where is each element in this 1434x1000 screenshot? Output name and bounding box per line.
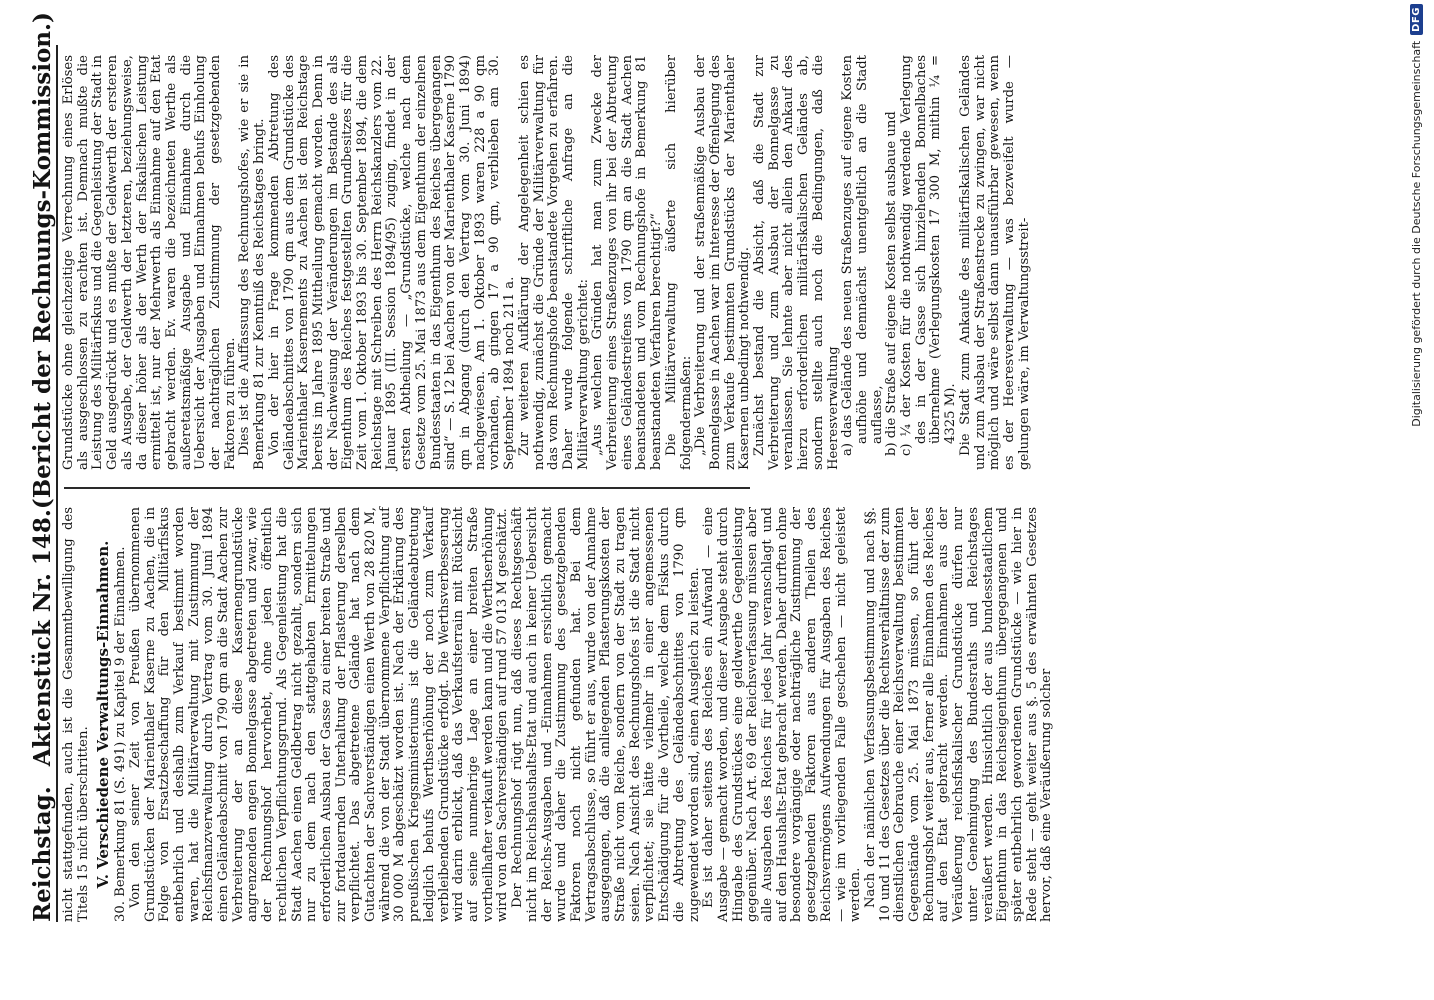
- paragraph: nicht stattgefunden, auch ist die Gesammtbewilligung des Titels 15 nicht überschritten.: [61, 507, 91, 922]
- paragraph: 30. Bemerkung 81 (S. 491) zu Kapitel 9 der Einnahmen.: [113, 546, 129, 922]
- right-text-column: [61, 55, 1032, 470]
- paragraph: a) das Gelände des neuen Straßenzuges auf eigene Kosten aufhöhe und demnächst unentgeltlich an die Stadt auflasse,: [840, 55, 885, 456]
- paragraph: Nach der nämlichen Verfassungsbestimmung und nach §§. 10 und 11 des Gesetzes über die Rechtsverhältnisse der zum dienstlichen Gebrauche einer Reichsverwaltung bestimmten Gegenstände vom 25. Mai 1873 müssen, so führt der Rechnungshof weiter aus, ferner alle Einnahmen des Reiches auf den Etat gebracht werden. Einnahmen aus der Veräußerung reichsfiskalischer Grundstücke dürfen nur unter Genehmigung des Bundesraths und Reichstages veräußert werden. Hinsichtlich der aus bundesstaatlichem Eigenthum in das Reichseigenthum übergegangenen und später entbehrlich gewordenen Grundstücke — wie hier in Rede steht — geht weiter aus §. 5 des erwähnten Gesetzes hervor, daß eine Veräußerung solcher: [862, 507, 1055, 922]
- left-text-column: [61, 507, 1055, 922]
- paragraph: Zur weiteren Aufklärung der Angelegenheit schien es nothwendig, zunächst die Gründe der Militärverwaltung für das vom Rechnungshofe beanstandete Vorgehen zu erfahren. Daher wurde folgende schriftliche Anfrage an die Militärverwaltung gerichtet:: [516, 55, 591, 470]
- paragraph: „Die Verbreiterung und der straßenmäßige Ausbau der Bonnelgasse in Aachen war im Interesse der Offenlegung des zum Verkaufe bestimmten Grundstücks der Marienthaler Kasernen unbedingt nothwendig.: [693, 55, 753, 470]
- paragraph: c) ¼ der Kosten für die nothwendig werdende Verlegung des in der Gasse sich hinziehenden Bonnelbaches übernehme (Verlegungskosten 17 300 M, mithin ¼ = 4325 M).: [899, 55, 959, 456]
- column-divider: [64, 487, 750, 489]
- page-header: [8, 12, 58, 922]
- footer-credit: Digitalisierung gefördert durch die Deutsche Forschungsgemeinschaft: [1409, 40, 1423, 427]
- footer: [1406, 4, 1426, 994]
- paragraph: Es ist daher seitens des Reiches ein Aufwand — eine Ausgabe — gemacht worden, und dieser Ausgabe steht durch Hingabe des Grundstückes eine geldwerthe Gegenleistung gegenüber. Nach Art. 69 der Reichsverfassung müssen aber alle Ausgaben des Reiches für jedes Jahr veranschlagt und auf den Haushalts-Etat gebracht werden. Daher durften ohne besondere vorgängige oder nachträgliche Zustimmung der gesetzgebenden Faktoren aus anderen Theilen des Reichsvermögens Aufwendungen für Ausgaben des Reiches — wie im vorliegenden Falle geschehen — nicht geleistet werden.: [701, 507, 864, 922]
- paragraph: Die Militärverwaltung äußerte sich hierüber folgendermaßen:: [663, 55, 694, 470]
- header-right: (Bericht der Rechnungs-Kommission.): [29, 12, 56, 510]
- paragraph: Zunächst bestand die Absicht, daß die Stadt zur Verbreiterung und zum Ausbau der Bonnelgasse zu veranlassen. Sie lehnte aber nicht allein den Ankauf des hierzu erforderlichen militärfiskalischen Geländes ab, sondern stellte auch noch die Bedingungen, daß die Heeresverwaltung: [752, 55, 841, 470]
- dfg-logo: DFG: [1410, 4, 1423, 35]
- paragraph: Von den seiner Zeit von Preußen übernommenen Grundstücken der Marienthaler Kaserne zu Aachen, die in Folge von Ersatzbeschaffung für den Militärfiskus entbehrlich und deshalb zum Verkauf bestimmt worden waren, hat die Militärverwaltung mit Zustimmung der Reichsfinanzverwaltung durch Vertrag vom 30. Juni 1894 einen Geländeabschnitt von 1790 qm an die Stadt Aachen zur Verbreiterung der an diese Kasernengrundstücke angrenzenden engen Bonnelgasse abgetreten und zwar, wie der Rechnungshof hervorhebt, ohne jeden öffentlich rechtlichen Verpflichtungsgrund. Als Gegenleistung hat die Stadt Aachen einen Geldbetrag nicht gezahlt, sondern sich nur zu dem nach den stattgehabten Ermittelungen erforderlichen Ausbau der Gasse zu einer breiten Straße und zur fortdauernden Unterhaltung der Pflasterung derselben verpflichtet. Das abgetretene Gelände hat nach dem Gutachten der Sachverständigen einen Werth von 28 820 M, während die von der Stadt übernommene Verpflichtung auf 30 000 M abgeschätzt worden ist. Nach der Erklärung des preußischen Kriegsministeriums ist die Geländeabtretung lediglich behufs Werthserhöhung der noch zum Verkauf verbleibenden Grundstücke erfolgt. Die Werthsverbesserung wird darin erblickt, daß das Verkaufsterrain mit Rücksicht auf seine nunmehrige Lage an einer breiten Straße vortheilhafter verkauft werden kann und die Werthserhöhung wird von den Sachverständigen auf rund 57 013 M geschätzt.: [127, 507, 511, 922]
- header-left: Reichstag.: [29, 786, 56, 922]
- paragraph: Die Stadt zum Ankaufe des militärfiskalischen Geländes und zum Ausbau der Straßenstrecke zu zwingen, war nicht möglich und wäre selbst dann unausführbar gewesen, wenn es der Heeresverwaltung — was bezweifelt wurde — gelungen wäre, im Verwaltungsstreit-: [957, 55, 1032, 470]
- header-center: Aktenstück Nr. 148.: [29, 509, 56, 767]
- section-heading: V. Verschiedene Verwaltungs-Einnahmen.: [94, 540, 113, 889]
- paragraph: b) die Straße auf eigene Kosten selbst ausbaue und: [884, 111, 900, 456]
- paragraph: Dies ist die Auffassung des Rechnungshofes, wie er sie in Bemerkung 81 zur Kenntniß des Reichstages bringt.: [237, 55, 268, 470]
- paragraph: Der Rechnungshof rügt nun, daß dieses Rechtsgeschäft nicht im Reichshaushalts-Etat und auch in keiner Uebersicht der Reichs-Ausgaben und -Einnahmen ersichtlich gemacht wurde und daher die Zustimmung des gesetzgebenden Faktoren noch nicht gefunden hat. Bei dem Vertragsabschlusse, so führt er aus, wurde von der Annahme ausgegangen, daß die anliegenden Pflasterungskosten der Straße nicht vom Reiche, sondern von der Stadt zu tragen seien. Nach Ansicht des Rechnungshofes ist die Stadt nicht verpflichtet; sie hätte vielmehr in einer angemessenen Entschädigung für die Vortheile, welche dem Fiskus durch die Abtretung des Geländeabschnittes von 1790 qm zugewendet worden sind, einen Ausgleich zu leisten.: [510, 507, 702, 922]
- paragraph: Grundstücke ohne gleichzeitige Verrechnung eines Erlöses als ausgeschlossen zu erachten ist. Demnach mußte die Leistung des Militärfiskus und die Gegenleistung der Stadt in Geld ausgedrückt und es mußte der Geldwerth der ersteren als Ausgabe, der Geldwerth der letzteren, beziehungsweise, da dieser höher als der Werth der fiskalischen Leistung ermittelt ist, nur der Mehrwerth als Einnahme auf den Etat gebracht werden. Ev. waren die bezeichneten Werthe als außeretatsmäßige Ausgabe und Einnahme durch die Uebersicht der Ausgaben und Einnahmen behufs Einholung der nachträglichen Zustimmung der gesetzgebenden Faktoren zu führen.: [61, 55, 238, 470]
- paragraph: Von der hier in Frage kommenden Abtretung des Geländeabschnittes von 1790 qm aus dem Grundstücke des Marienthaler Kasernements zu Aachen ist dem Reichstage bereits im Jahre 1895 Mittheilung gemacht worden. Denn in der Nachweisung der Veränderungen im Bestande des als Eigenthum des Reiches festgestellten Grundbesitzes für die Zeit vom 1. Oktober 1893 bis 30. September 1894, die dem Reichstage mit Schreiben des Herrn Reichskanzlers vom 22. Januar 1895 (III. Session 1894/95) zuging, findet in der ersten Abtheilung — „Grundstücke, welche nach dem Gesetze vom 25. Mai 1873 aus dem Eigenthum der einzelnen Bundesstaaten in das Eigenthum des Reiches übergegangen sind“ — S. 12 bei Aachen von der Marienthaler Kaserne 1790 qm in Abgang (durch den Vertrag vom 30. Juni 1894) nachgewiesen. Am 1. Oktober 1893 waren 228 a 90 qm vorhanden, ab gingen 17 a 90 qm, verblieben am 30. September 1894 noch 211 a.: [266, 55, 518, 470]
- paragraph: „Aus welchen Gründen hat man zum Zwecke der Verbreiterung eines Straßenzuges von ihr bei der Abtretung eines Geländestreifens von 1790 qm an die Stadt Aachen beanstandeten und vom Rechnungshofe in Bemerkung 81 beanstandeten Verfahren berechtigt?“: [590, 55, 665, 470]
